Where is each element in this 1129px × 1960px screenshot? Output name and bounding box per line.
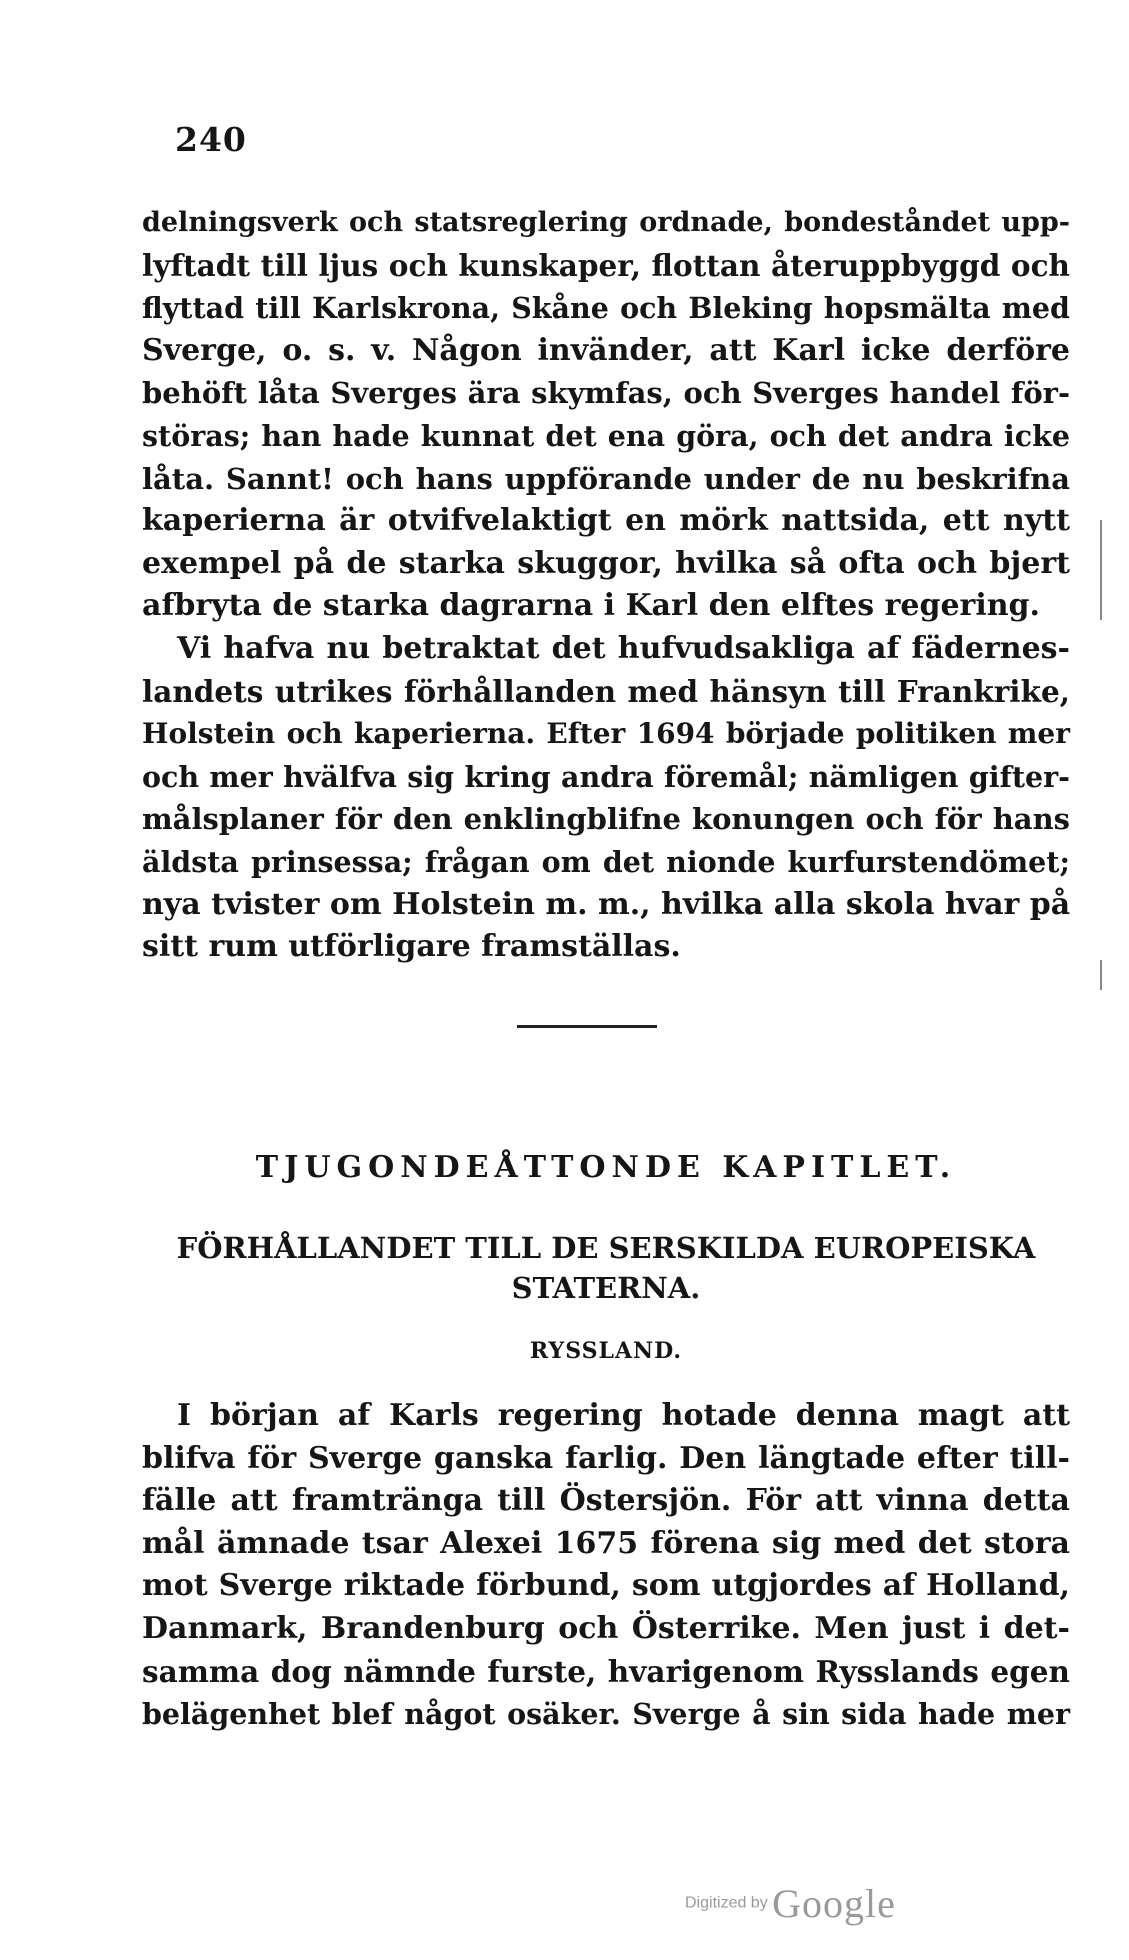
- text-line: blifva för Sverge ganska farlig. Den längtade efter till-: [142, 1440, 1070, 1476]
- section-heading-line: STATERNA.: [511, 1271, 701, 1305]
- subsection-heading: RYSSLAND.: [529, 1338, 683, 1364]
- text-line: fälle att framtränga till Östersjön. För att vinna detta: [142, 1483, 1070, 1519]
- scan-artifact-mark: [1100, 960, 1102, 990]
- text-line: mål ämnade tsar Alexei 1675 förena sig med det stora: [142, 1525, 1070, 1561]
- text-line: Holstein och kaperierna. Efter 1694 började politiken mer: [142, 717, 1070, 751]
- section-heading-line: FÖRHÅLLANDET TILL DE SERSKILDA EUROPEISKA: [176, 1231, 1036, 1265]
- text-line: kaperierna är otvifvelaktigt en mörk nattsida, ett nytt: [142, 503, 1070, 539]
- text-line: exempel på de starka skuggor, hvilka så ofta och bjert: [142, 545, 1070, 581]
- section-separator-rule: [517, 1025, 657, 1028]
- text-line: nya tvister om Holstein m. m., hvilka alla skola hvar på: [142, 886, 1071, 922]
- text-line: Sverge, o. s. v. Någon invänder, att Karl icke derföre: [142, 332, 1070, 368]
- text-line: I början af Karls regering hotade denna magt att: [177, 1398, 1070, 1433]
- text-line: Vi hafva nu betraktat det hufvudsakliga af fädernes-: [177, 630, 1070, 666]
- section-heading: [142, 1228, 1070, 1308]
- text-line: låta. Sannt! och hans uppförande under de nu beskrifna: [142, 461, 1070, 496]
- text-line: störas; han hade kunnat det ena göra, och det andra icke: [142, 418, 1070, 453]
- text-line: afbryta de starka dagrarna i Karl den elftes regering.: [142, 588, 1040, 624]
- text-line: flyttad till Karlskrona, Skåne och Bleking hopsmälta med: [142, 291, 1070, 326]
- paragraph-russia: [142, 1395, 1070, 1736]
- text-line: samma dog nämnde furste, hvarigenom Rysslands egen: [142, 1653, 1070, 1689]
- digitized-by-google-watermark: [685, 1880, 896, 1927]
- page-number: 240: [175, 120, 247, 159]
- text-line: mot Sverge riktade förbund, som utgjordes af Holland,: [142, 1568, 1070, 1604]
- text-line: landets utrikes förhållanden med hänsyn till Frankrike,: [142, 673, 1070, 709]
- text-line: Danmark, Brandenburg och Österrike. Men just i det-: [142, 1610, 1070, 1646]
- text-line: delningsverk och statsreglering ordnade, bondeståndet upp-: [142, 207, 1070, 238]
- watermark-brand: Google: [772, 1881, 896, 1926]
- text-line: äldsta prinsessa; frågan om det nionde kurfurstendömet;: [142, 844, 1070, 879]
- text-line: behöft låta Sverges ära skymfas, och Sverges handel för-: [142, 376, 1070, 411]
- text-line: belägenhet blef något osäker. Sverge å sin sida hade mer: [142, 1697, 1070, 1732]
- text-line: sitt rum utförligare framställas.: [142, 929, 681, 965]
- paragraph-continuation: [142, 202, 1070, 969]
- text-line: målsplaner för den enklingblifne konungen och för hans: [142, 802, 1070, 837]
- chapter-heading: TJUGONDEÅTTONDE KAPITLET.: [255, 1150, 957, 1185]
- text-line: lyftadt till ljus och kunskaper, flottan återuppbyggd och: [142, 247, 1070, 283]
- scan-artifact-mark: [1100, 520, 1102, 620]
- watermark-prefix: Digitized by: [685, 1894, 768, 1912]
- text-line: och mer hvälfva sig kring andra föremål; nämligen gifter-: [142, 759, 1070, 794]
